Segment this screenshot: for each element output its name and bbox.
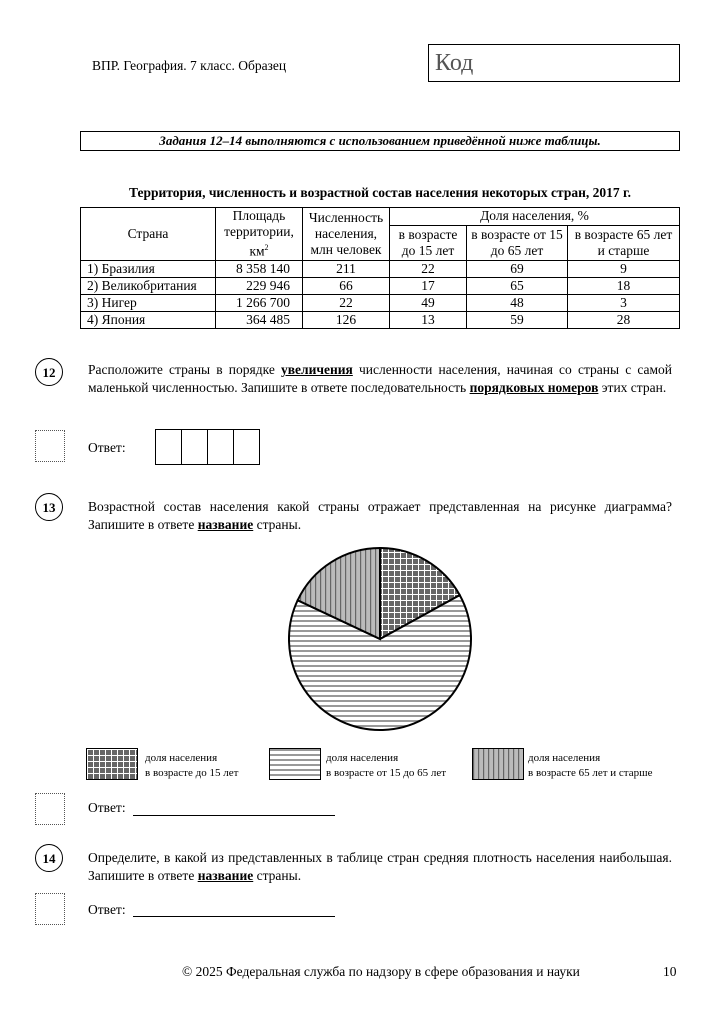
- legend-line: в возрасте до 15 лет: [145, 767, 239, 779]
- q12-text-1: Расположите страны в порядке: [88, 362, 281, 377]
- legend-swatch-under15: [86, 748, 138, 780]
- legend-line: в возрасте 65 лет и старше: [528, 767, 653, 779]
- question-12-text: [88, 361, 672, 397]
- cell-a1: 49: [390, 294, 467, 311]
- score-box-12: [35, 430, 65, 462]
- answer-cells-12[interactable]: [156, 429, 260, 465]
- cell-country: 4) Япония: [81, 311, 216, 328]
- answer-label-12: Ответ:: [88, 440, 126, 455]
- legend-line: доля населения: [145, 752, 218, 764]
- cell-a3: 3: [568, 294, 680, 311]
- question-number-14: 14: [35, 844, 63, 872]
- col-country: Страна: [81, 208, 216, 261]
- instruction-banner: Задания 12–14 выполняются с использованием приведённой ниже таблицы.: [80, 131, 680, 151]
- q12-text-2: численности населения, начиная со страны с самой маленькой численностью. Запишите в ответе последовательность: [88, 362, 672, 395]
- cell-area: 8 358 140: [216, 260, 303, 277]
- cell-a2: 59: [467, 311, 568, 328]
- legend-65plus: [528, 751, 653, 781]
- cell-country: 3) Нигер: [81, 294, 216, 311]
- legend-line: доля населения: [326, 752, 399, 764]
- footer-copyright: © 2025 Федеральная служба по надзору в сфере образования и науки: [182, 964, 580, 979]
- legend-swatch-15to65: [269, 748, 321, 780]
- cell-a3: 9: [568, 260, 680, 277]
- table-row: [81, 260, 680, 277]
- cell-a2: 69: [467, 260, 568, 277]
- page-number: 10: [663, 964, 677, 979]
- answer-line-14[interactable]: [133, 902, 335, 917]
- code-field[interactable]: Код: [428, 44, 680, 82]
- col-population: Численность населения, млн человек: [303, 208, 390, 261]
- pie-chart: [280, 540, 480, 740]
- score-box-13: [35, 793, 65, 825]
- col-age2: в возрасте от 15 до 65 лет: [467, 225, 568, 260]
- col-area-label: Площадь территории,: [224, 208, 294, 239]
- score-box-14: [35, 893, 65, 925]
- cell-pop: 126: [303, 311, 390, 328]
- table-row: [81, 294, 680, 311]
- col-area-unit: км: [249, 243, 265, 259]
- q13-emph-1: название: [197, 517, 254, 532]
- col-age3: в возрасте 65 лет и старше: [568, 225, 680, 260]
- legend-15to65: [326, 751, 446, 781]
- cell-area: 364 485: [216, 311, 303, 328]
- q12-text-3: этих стран.: [598, 380, 667, 395]
- col-age1: в возрасте до 15 лет: [390, 225, 467, 260]
- q14-text-2: страны.: [253, 868, 302, 883]
- answer-cell[interactable]: [233, 429, 260, 465]
- data-table: [80, 207, 680, 329]
- cell-a2: 48: [467, 294, 568, 311]
- question-13-text: [88, 498, 672, 534]
- legend-swatch-65plus: [472, 748, 524, 780]
- cell-pop: 211: [303, 260, 390, 277]
- q14-text-1: Определите, в какой из представленных в таблице стран средняя плотность населения наибольшая. Запишите в ответе: [88, 850, 672, 883]
- answer-cell[interactable]: [207, 429, 234, 465]
- cell-country: 2) Великобритания: [81, 277, 216, 294]
- answer-line-13[interactable]: [133, 801, 335, 816]
- cell-a1: 22: [390, 260, 467, 277]
- q12-emph-1: увеличения: [280, 362, 353, 377]
- cell-a1: 17: [390, 277, 467, 294]
- cell-area: 229 946: [216, 277, 303, 294]
- q14-emph-1: название: [197, 868, 254, 883]
- cell-a3: 18: [568, 277, 680, 294]
- question-14-text: [88, 849, 672, 885]
- col-area-sup: 2: [264, 243, 269, 252]
- cell-a3: 28: [568, 311, 680, 328]
- table-row: [81, 311, 680, 328]
- cell-a1: 13: [390, 311, 467, 328]
- answer-cell[interactable]: [155, 429, 182, 465]
- col-area: [216, 208, 303, 261]
- legend-line: в возрасте от 15 до 65 лет: [326, 767, 447, 779]
- col-share: Доля населения, %: [390, 208, 680, 226]
- q13-text-2: страны.: [253, 517, 302, 532]
- answer-label-14: Ответ:: [88, 902, 126, 917]
- legend-under15: [145, 751, 238, 781]
- cell-area: 1 266 700: [216, 294, 303, 311]
- answer-cell[interactable]: [181, 429, 208, 465]
- table-row: [81, 277, 680, 294]
- answer-label-13: Ответ:: [88, 800, 126, 815]
- q13-text-1: Возрастной состав населения какой страны отражает представленная на рисунке диаграмма? Запишите в ответе: [88, 499, 672, 532]
- cell-pop: 66: [303, 277, 390, 294]
- question-number-13: 13: [35, 493, 63, 521]
- cell-a2: 65: [467, 277, 568, 294]
- question-number-12: 12: [35, 358, 63, 386]
- header-title: ВПР. География. 7 класс. Образец: [92, 58, 287, 73]
- cell-country: 1) Бразилия: [81, 260, 216, 277]
- q12-emph-2: порядковых номеров: [469, 380, 599, 395]
- table-title: Территория, численность и возрастной состав населения некоторых стран, 2017 г.: [129, 185, 631, 200]
- legend-line: доля населения: [528, 752, 601, 764]
- cell-pop: 22: [303, 294, 390, 311]
